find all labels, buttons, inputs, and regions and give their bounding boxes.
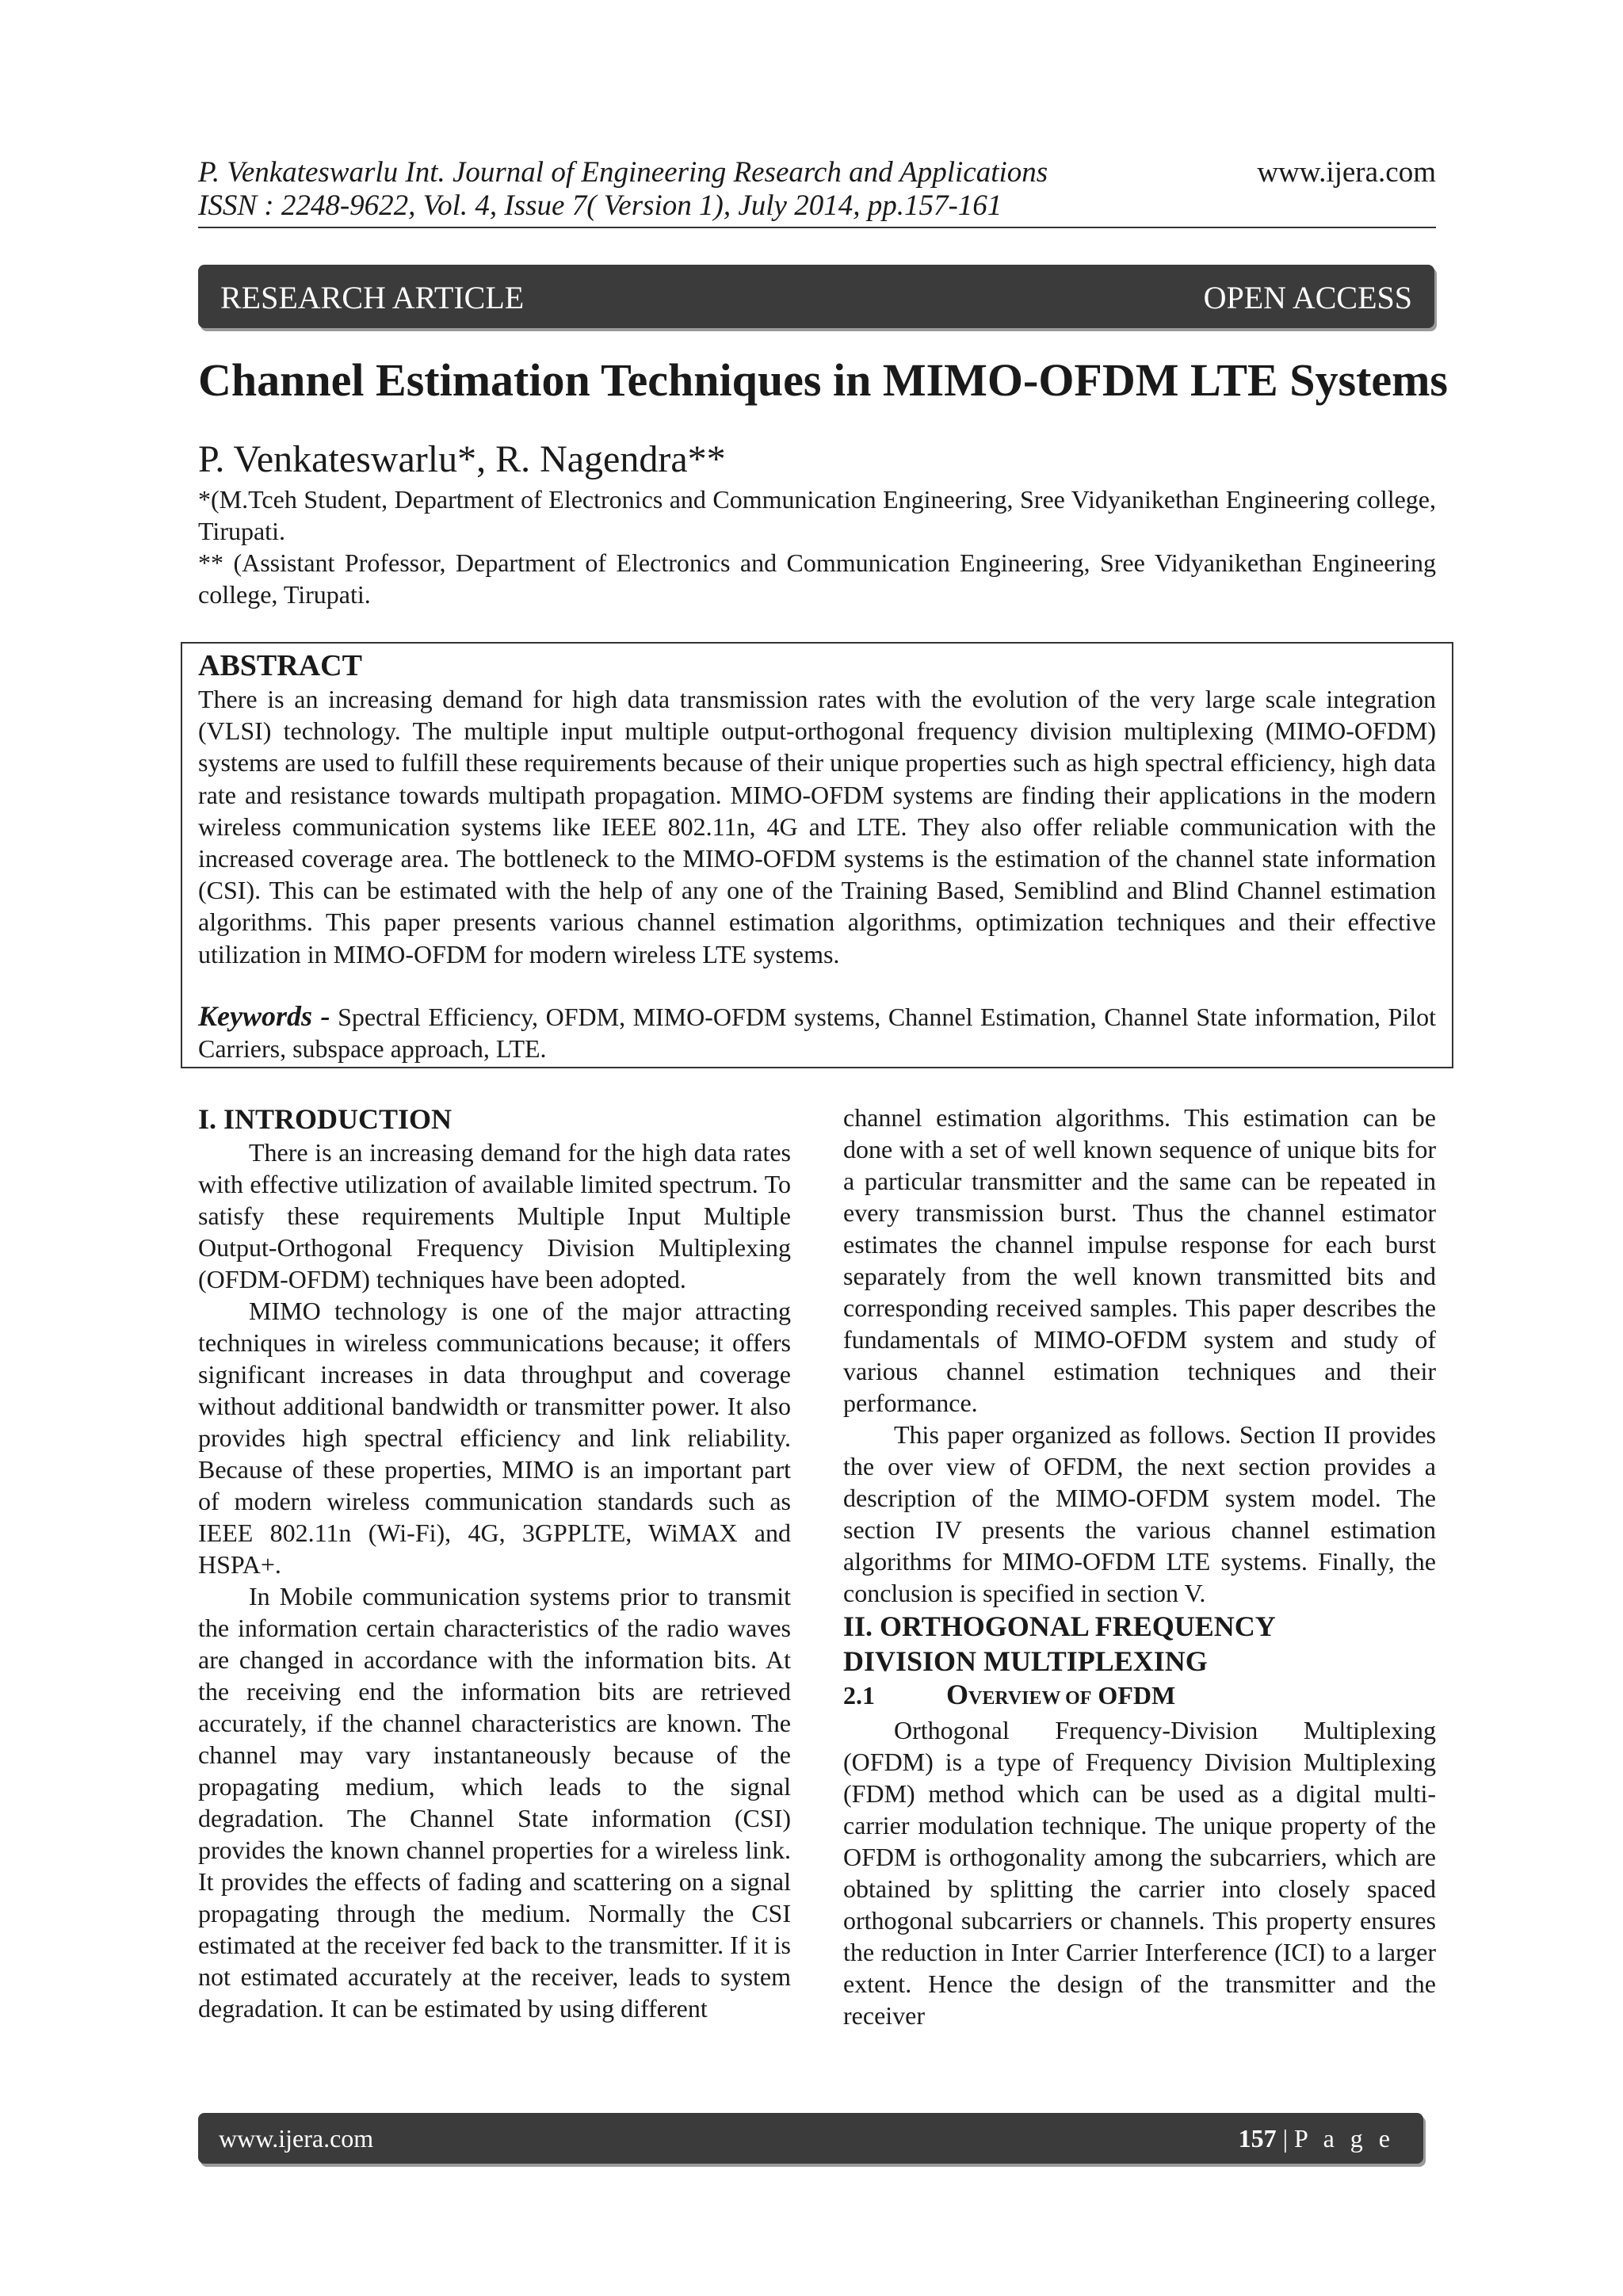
subsection-number: 2.1 bbox=[843, 1681, 875, 1710]
journal-header-line: P. Venkateswarlu Int. Journal of Engineering Research and Applications bbox=[198, 156, 1048, 189]
issn-header-line: ISSN : 2248-9622, Vol. 4, Issue 7( Version 1), July 2014, pp.157-161 bbox=[198, 189, 1002, 222]
section-2-heading bbox=[843, 1609, 1436, 1679]
page-footer bbox=[198, 2113, 1423, 2164]
page-number: 157 bbox=[1238, 2124, 1277, 2153]
subsection-title-smallcaps: VERVIEW OF bbox=[968, 1688, 1092, 1709]
keywords-label: Keywords - bbox=[198, 1000, 330, 1032]
keywords-paragraph bbox=[198, 1000, 1436, 1064]
open-access-label: OPEN ACCESS bbox=[1203, 280, 1412, 315]
subsection-title-rest: OFDM bbox=[1091, 1681, 1176, 1710]
section-2-heading-line-1: II. ORTHOGONAL FREQUENCY bbox=[843, 1610, 1276, 1642]
article-type-banner bbox=[198, 265, 1434, 328]
keywords-list: Spectral Efficiency, OFDM, MIMO-OFDM systems, Channel Estimation, Channel State information, Pilot Carriers, subspace approach, LTE. bbox=[198, 1003, 1436, 1063]
page-label: P a g e bbox=[1293, 2124, 1395, 2153]
footer-website[interactable]: www.ijera.com bbox=[219, 2124, 374, 2153]
intro-paragraph-4: This paper organized as follows. Section II provides the over view of OFDM, the next section provides a description of the MIMO-OFDM system model. The section IV presents the various channel estimation algorithms for MIMO-OFDM LTE systems. Finally, the conclusion is specified in section V. bbox=[843, 1420, 1436, 1607]
intro-paragraph-3-continued: channel estimation algorithms. This estimation can be done with a set of well known sequence of unique bits for a particular transmitter and the same can be repeated in every transmission burst. Thus the channel estimator estimates the channel impulse response for each burst separately from the well known transmitted bits and corresponding received samples. This paper describes the fundamentals of MIMO-OFDM system and study of various channel estimation techniques and their performance. bbox=[843, 1103, 1436, 1417]
ofdm-paragraph-1: Orthogonal Frequency-Division Multiplexing (OFDM) is a type of Frequency Division Multiplexing (FDM) method which can be used as a digital multi-carrier modulation technique. The unique property of the OFDM is orthogonality among the subcarriers, which are obtained by splitting the carrier into closely spaced orthogonal subcarriers or channels. This property ensures the reduction in Inter Carrier Interference (ICI) to a larger extent. Hence the design of the transmitter and the receiver bbox=[843, 1716, 1436, 2030]
abstract-text: There is an increasing demand for high data transmission rates with the evolution of the very large scale integration (VLSI) technology. The multiple input multiple output-orthogonal frequency division multiplexing (MIMO-OFDM) systems are used to fulfill these requirements because of their unique properties such as high spectral efficiency, high data rate and resistance towards multipath propagation. MIMO-OFDM systems are finding their applications in the modern wireless communication systems like IEEE 802.11n, 4G and LTE. They also offer reliable communication with the increased coverage area. The bottleneck to the MIMO-OFDM systems is the estimation of the channel state information (CSI). This can be estimated with the help of any one of the Training Based, Semiblind and Blind Channel estimation algorithms. This paper presents various channel estimation algorithms, optimization techniques and their effective utilization in MIMO-OFDM for modern wireless LTE systems. bbox=[198, 685, 1436, 968]
author-affiliation-1: *(M.Tceh Student, Department of Electronics and Communication Engineering, Sree Vidyanikethan Engineering college, Tirupati. bbox=[198, 485, 1436, 545]
right-column bbox=[843, 1102, 1436, 2031]
left-column bbox=[198, 1102, 791, 2024]
intro-paragraph-2: MIMO technology is one of the major attracting techniques in wireless communications because; it offers significant increases in data throughput and coverage without additional bandwidth or transmitter power. It also provides high spectral efficiency and link reliability. Because of these properties, MIMO is an important part of modern wireless communication standards such as IEEE 802.11n (Wi-Fi), 4G, 3GPPLTE, WiMAX and HSPA+. bbox=[198, 1297, 791, 1579]
subsection-2-1-heading bbox=[843, 1679, 1436, 1714]
journal-website[interactable]: www.ijera.com bbox=[1257, 156, 1436, 189]
author-affiliation-2: ** (Assistant Professor, Department of Electronics and Communication Engineering, Sree Vidyanikethan Engineering college, Tirupati. bbox=[198, 548, 1436, 609]
section-2-heading-line-2: DIVISION MULTIPLEXING bbox=[843, 1645, 1208, 1677]
intro-paragraph-3: In Mobile communication systems prior to transmit the information certain characteristics of the radio waves are changed in accordance with the information bits. At the receiving end the information bits are retrieved accurately, if the channel characteristics are known. The channel may vary instantaneously because of the propagating medium, which leads to the signal degradation. The Channel State information (CSI) provides the known channel properties for a wireless link. It provides the effects of fading and scattering on a signal propagating through the medium. Normally the CSI estimated at the receiver fed back to the transmitter. If it is not estimated accurately at the receiver, leads to system degradation. It can be estimated by using different bbox=[198, 1582, 791, 2023]
abstract-heading: ABSTRACT bbox=[198, 649, 362, 682]
page-separator: | bbox=[1276, 2124, 1294, 2153]
paper-authors: P. Venkateswarlu*, R. Nagendra** bbox=[198, 438, 726, 480]
subsection-title-initial: O bbox=[946, 1679, 969, 1710]
header-divider bbox=[198, 227, 1436, 228]
section-1-heading: I. INTRODUCTION bbox=[198, 1103, 453, 1135]
research-article-label: RESEARCH ARTICLE bbox=[220, 280, 525, 315]
intro-paragraph-1: There is an increasing demand for the high data rates with effective utilization of available limited spectrum. To satisfy these requirements Multiple Input Multiple Output-Orthogonal Frequency Division Multiplexing (OFDM-OFDM) techniques have been adopted. bbox=[198, 1138, 791, 1293]
paper-title: Channel Estimation Techniques in MIMO-OFDM LTE Systems bbox=[198, 354, 1448, 406]
footer-page-indicator bbox=[1239, 2124, 1395, 2153]
